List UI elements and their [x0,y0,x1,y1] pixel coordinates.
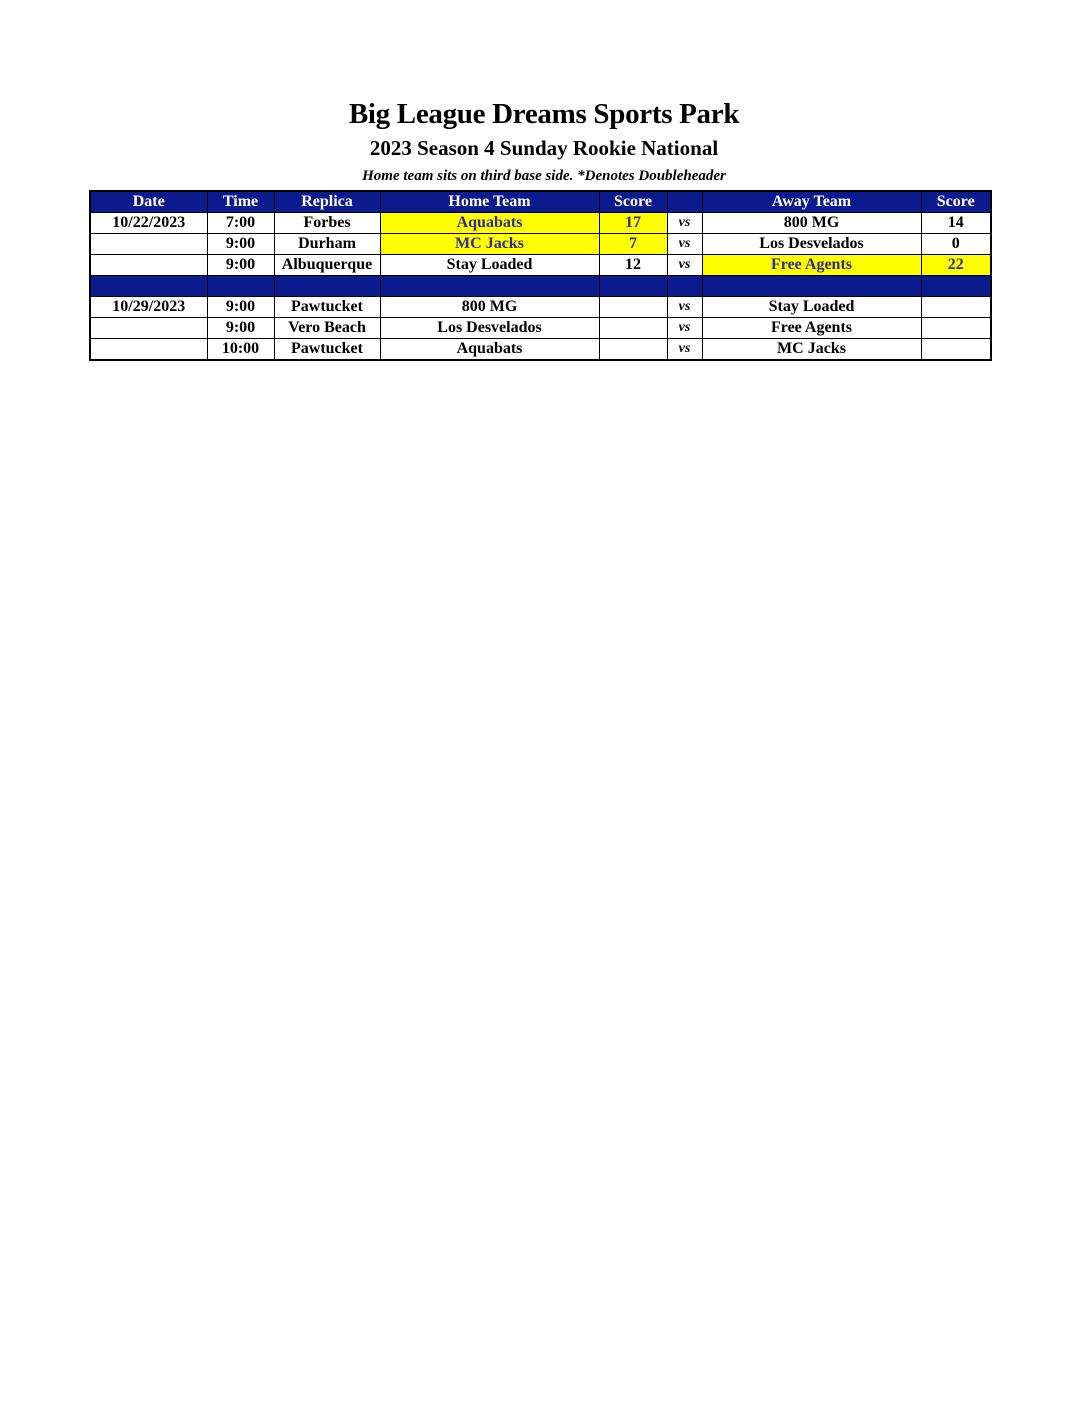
away-team: Free Agents [702,318,921,339]
home-team: Los Desvelados [380,318,599,339]
home-score [599,339,667,361]
page-title: Big League Dreams Sports Park [348,98,740,130]
table-row [90,318,991,339]
vs-label: vs [667,339,702,361]
game-time: 9:00 [207,234,274,255]
game-replica: Pawtucket [274,297,380,318]
home-score [599,318,667,339]
away-score: 0 [921,234,991,255]
home-score: 12 [599,255,667,276]
away-score: 14 [921,213,991,234]
separator-cell [702,276,921,297]
home-team: Aquabats [380,339,599,361]
home-team: Stay Loaded [380,255,599,276]
separator-cell [921,276,991,297]
game-date: 10/22/2023 [90,213,207,234]
vs-label: vs [667,255,702,276]
game-date [90,339,207,361]
home-team: Aquabats [380,213,599,234]
vs-label: vs [667,213,702,234]
game-time: 9:00 [207,255,274,276]
column-header-home-score: Score [599,191,667,213]
away-score [921,318,991,339]
home-team: 800 MG [380,297,599,318]
column-header-vs [667,191,702,213]
separator-cell [667,276,702,297]
vs-label: vs [667,318,702,339]
table-row [90,339,991,361]
vs-label: vs [667,234,702,255]
page-subtitle: 2023 Season 4 Sunday Rookie National [369,136,719,160]
away-team: Los Desvelados [702,234,921,255]
table-row [90,213,991,234]
table-row [90,297,991,318]
away-team: 800 MG [702,213,921,234]
separator-cell [207,276,274,297]
vs-label: vs [667,297,702,318]
column-header-replica: Replica [274,191,380,213]
column-header-time: Time [207,191,274,213]
game-date [90,234,207,255]
home-team: MC Jacks [380,234,599,255]
game-time: 10:00 [207,339,274,361]
game-replica: Albuquerque [274,255,380,276]
schedule-note: Home team sits on third base side. *Denotes Doubleheader [362,168,726,184]
away-team: Stay Loaded [702,297,921,318]
separator-cell [274,276,380,297]
game-time: 9:00 [207,297,274,318]
game-replica: Pawtucket [274,339,380,361]
away-team: Free Agents [702,255,921,276]
table-row [90,255,991,276]
game-date [90,318,207,339]
column-header-date: Date [90,191,207,213]
away-team: MC Jacks [702,339,921,361]
home-score: 7 [599,234,667,255]
table-header-row [90,191,991,213]
game-date [90,255,207,276]
separator-cell [380,276,599,297]
separator-cell [599,276,667,297]
separator-cell [90,276,207,297]
game-time: 7:00 [207,213,274,234]
game-date: 10/29/2023 [90,297,207,318]
away-score [921,339,991,361]
game-replica: Durham [274,234,380,255]
column-header-away-team: Away Team [702,191,921,213]
table-row [90,234,991,255]
away-score: 22 [921,255,991,276]
game-replica: Vero Beach [274,318,380,339]
week-separator-row [90,276,991,297]
schedule-table [89,190,992,361]
home-score [599,297,667,318]
column-header-home-team: Home Team [380,191,599,213]
away-score [921,297,991,318]
game-replica: Forbes [274,213,380,234]
column-header-away-score: Score [921,191,991,213]
home-score: 17 [599,213,667,234]
game-time: 9:00 [207,318,274,339]
